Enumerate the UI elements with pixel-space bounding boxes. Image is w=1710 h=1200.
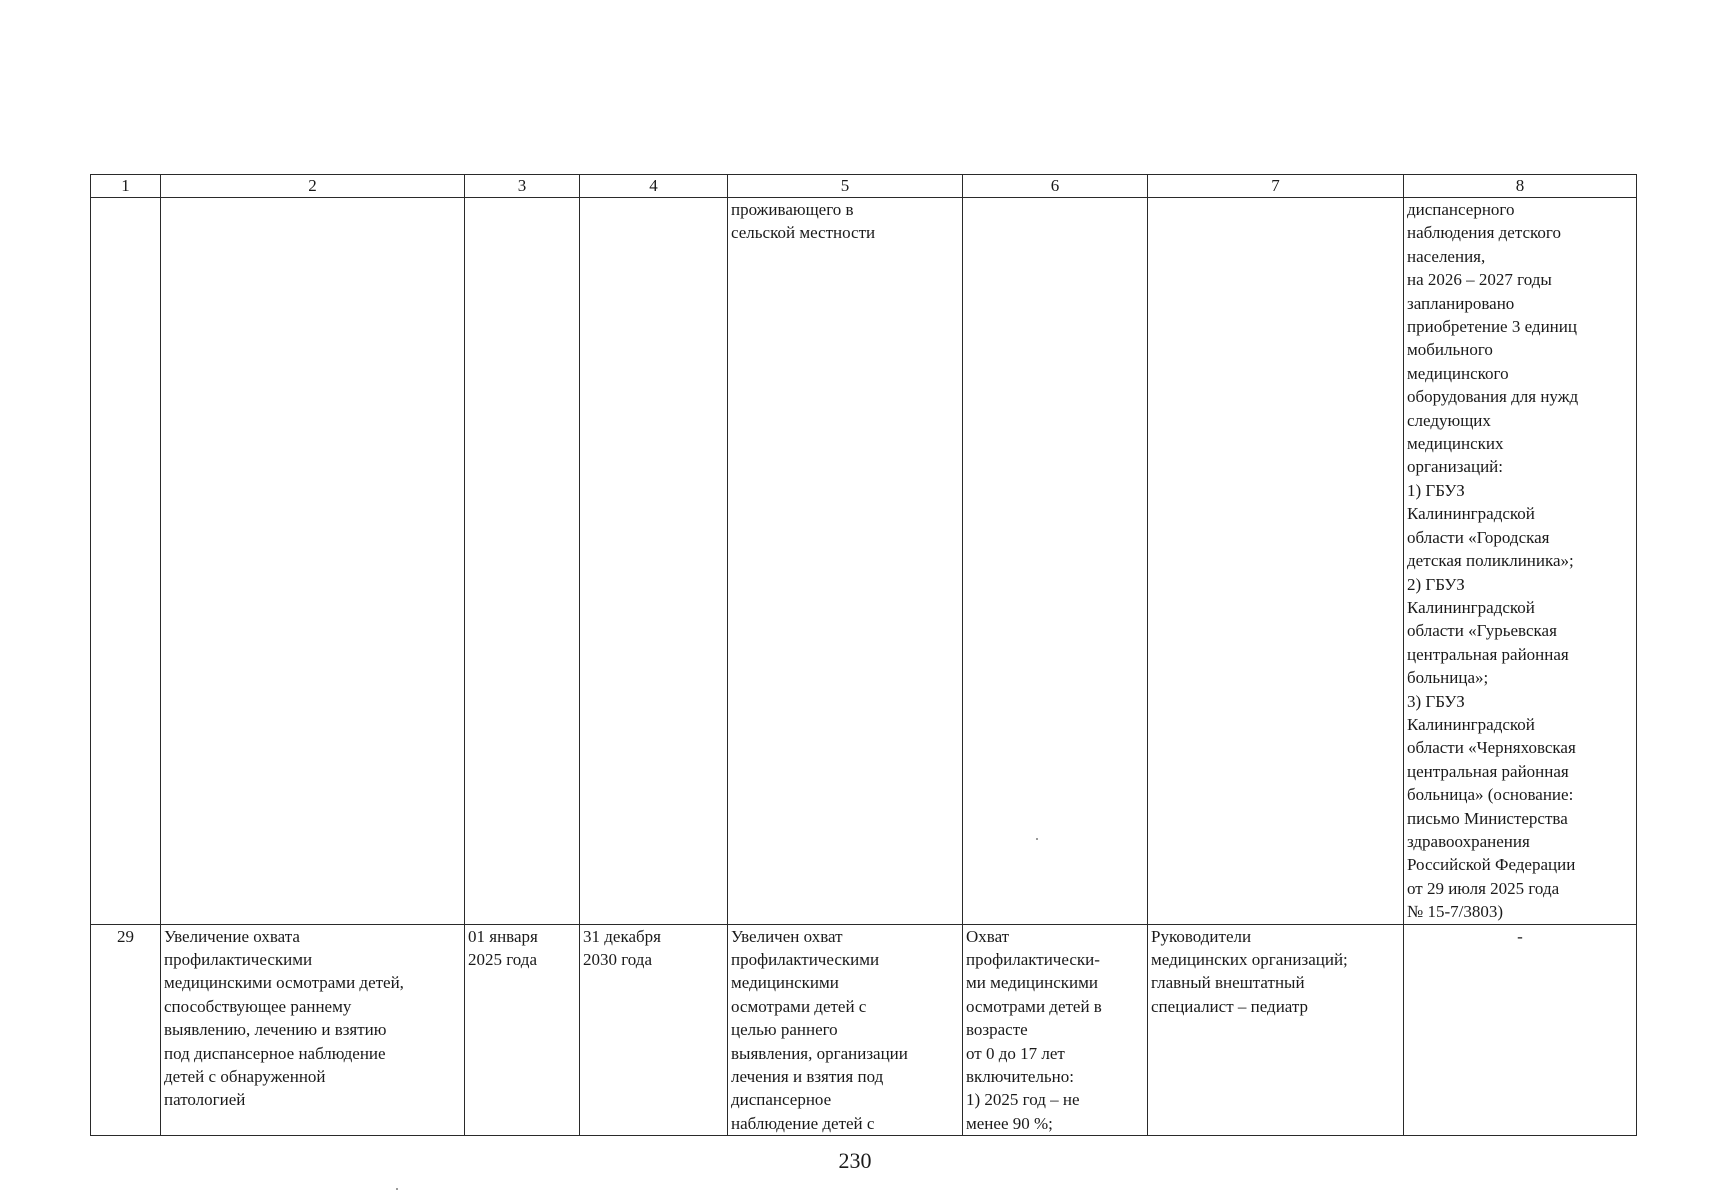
result-cell: проживающего в сельской местности bbox=[728, 198, 963, 925]
scan-speck bbox=[396, 1188, 398, 1190]
row-number-cell: 29 bbox=[91, 924, 161, 1136]
result-cell: Увеличен охват профилактическими медицинскими осмотрами детей с целью раннего выявления, организации лечения и взятия под диспансерное наблюдение детей с bbox=[728, 924, 963, 1136]
page-number: 230 bbox=[838, 1148, 872, 1173]
column-number-header: 7 bbox=[1148, 175, 1404, 198]
responsible-cell: Руководители медицинских организаций; главный внештатный специалист – педиатр bbox=[1148, 924, 1404, 1136]
table-cell bbox=[161, 198, 465, 925]
indicator-cell: Охват профилактически- ми медицинскими осмотрами детей в возрасте от 0 до 17 лет включительно: 1) 2025 год – не менее 90 %; bbox=[963, 924, 1148, 1136]
end-date-cell: 31 декабря 2030 года bbox=[580, 924, 728, 1136]
start-date-cell: 01 января 2025 года bbox=[465, 924, 580, 1136]
note-cell: диспансерного наблюдения детского населения, на 2026 – 2027 годы запланировано приобретение 3 единиц мобильного медицинского оборудования для нужд следующих медицинских организаций: 1) ГБУЗ Калининградской области «Городская детская поликлиника»; 2) ГБУЗ Калининградской области «Гурьевская центральная районная больница»; 3) ГБУЗ Калининградской области «Черняховская центральная районная больница» (основание: письмо Министерства здравоохранения Российской Федерации от 29 июля 2025 года № 15-7/3803) bbox=[1404, 198, 1637, 925]
column-number-header: 3 bbox=[465, 175, 580, 198]
note-cell: - bbox=[1404, 924, 1637, 1136]
table-cell bbox=[465, 198, 580, 925]
column-number-header: 2 bbox=[161, 175, 465, 198]
table-cell bbox=[1148, 198, 1404, 925]
column-number-header: 6 bbox=[963, 175, 1148, 198]
table-row-continuation bbox=[91, 198, 1637, 925]
column-number-header: 8 bbox=[1404, 175, 1637, 198]
table-row bbox=[91, 924, 1637, 1136]
table-header-row bbox=[91, 175, 1637, 198]
activity-table bbox=[90, 174, 1637, 1136]
table-cell bbox=[580, 198, 728, 925]
activity-name-cell: Увеличение охвата профилактическими медицинскими осмотрами детей, способствующее раннему выявлению, лечению и взятию под диспансерное наблюдение детей с обнаруженной патологией bbox=[161, 924, 465, 1136]
column-number-header: 1 bbox=[91, 175, 161, 198]
table-cell bbox=[91, 198, 161, 925]
table-cell bbox=[963, 198, 1148, 925]
scan-speck bbox=[1036, 838, 1038, 840]
column-number-header: 5 bbox=[728, 175, 963, 198]
column-number-header: 4 bbox=[580, 175, 728, 198]
